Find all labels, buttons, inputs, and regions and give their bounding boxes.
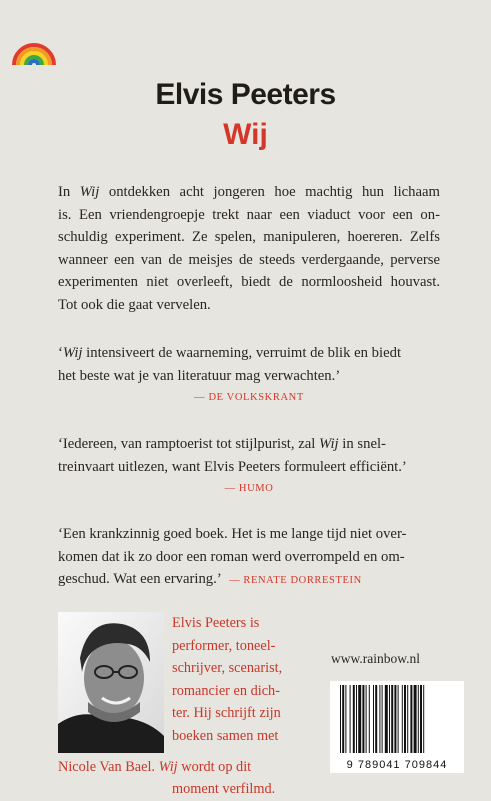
quote-source: — HUMO	[224, 483, 274, 495]
quote-line	[58, 568, 440, 593]
barcode-bar	[358, 685, 361, 753]
quote-humo	[58, 433, 440, 501]
barcode-bar	[414, 685, 417, 753]
barcode-bar	[379, 685, 380, 753]
blurb-line: is. Een vriendengroepje trekt naar een viaduct voor een on-	[58, 206, 440, 223]
barcode-bar	[420, 685, 422, 753]
barcode-bar	[350, 685, 351, 753]
barcode-bar	[353, 685, 355, 753]
barcode-bar	[369, 685, 370, 753]
rainbow-logo-icon	[11, 29, 57, 67]
barcode-bar	[407, 685, 408, 753]
book-title: Wij	[223, 118, 268, 151]
author-name: Elvis Peeters	[155, 78, 336, 111]
barcode-bar	[382, 685, 383, 753]
barcode-bar	[410, 685, 412, 753]
barcode-bar	[402, 685, 403, 753]
barcode-bar	[398, 685, 399, 753]
quote-line: ‘Iedereen, van ramptoerist tot stijlpurist, zal Wij in snel-	[58, 436, 386, 452]
bio-line: schrijver, scenarist,	[172, 660, 283, 676]
bio-line: boeken samen met	[172, 727, 279, 744]
quote-line: ‘Een krankzinnig goed boek. Het is me lange tijd niet over-	[58, 526, 407, 542]
blurb-text	[58, 181, 440, 317]
bio-line: ter. Hij schrijft zijn	[172, 705, 281, 721]
quote-line-text: geschud. Wat een ervaring.’	[58, 571, 222, 588]
barcode-bar	[394, 685, 396, 753]
barcode-bar	[340, 685, 341, 753]
barcode-bar	[423, 685, 424, 753]
blurb-line: Tot ook die gaat vervelen.	[58, 296, 211, 313]
barcode-bar	[356, 685, 357, 753]
barcode-bar	[366, 685, 367, 753]
quote-line: komen dat ik zo door een roman werd overrompeld en om-	[58, 548, 405, 565]
barcode-bars	[336, 685, 458, 753]
author-bio	[172, 612, 302, 747]
blurb-line: schuldig experiment. Ze spelen, manipuleren, hoereren. Zelfs	[58, 229, 440, 246]
quote-source: — DE VOLKSKRANT	[194, 392, 304, 404]
barcode-bar	[373, 685, 374, 753]
author-photo	[58, 612, 164, 753]
barcode-bar	[391, 685, 393, 753]
quote-dorrestein	[58, 523, 440, 593]
barcode-bar	[418, 685, 419, 753]
bio-line: moment verfilmd.	[172, 781, 276, 797]
bio-line: Elvis Peeters is	[172, 615, 260, 631]
blurb-line: In Wij ontdekken acht jongeren hoe machtig hun lichaam	[58, 184, 440, 200]
barcode-bar	[345, 685, 346, 753]
bio-line: performer, toneel-	[172, 637, 276, 654]
barcode-bar	[375, 685, 377, 753]
quote-line: treinvaart uitlezen, want Elvis Peeters formuleert efficiënt.’	[58, 458, 407, 475]
blurb-line: experimenten niet overleeft, biedt de normloosheid houvast.	[58, 274, 440, 291]
quote-source: — RENATE DORRESTEIN	[229, 575, 362, 587]
barcode	[330, 681, 464, 773]
quote-line: ‘Wij intensiveert de waarneming, verruimt de blik en biedt	[58, 345, 402, 361]
publisher-url: www.rainbow.nl	[331, 651, 420, 666]
barcode-bar	[385, 685, 388, 753]
barcode-bar	[362, 685, 364, 753]
barcode-bar	[389, 685, 390, 753]
bio-line: romancier en dich-	[172, 682, 280, 699]
isbn-number: 9 789041 709844	[346, 759, 448, 771]
barcode-bar	[404, 685, 406, 753]
quote-line: het beste wat je van literatuur mag verwachten.’	[58, 367, 341, 384]
barcode-bar	[342, 685, 344, 753]
quote-volkskrant	[58, 342, 440, 410]
blurb-line: wanneer een van de meisjes de steeds verdergaande, perverse	[58, 251, 440, 268]
bio-line: Nicole Van Bael. Wij wordt op dit	[58, 759, 252, 775]
